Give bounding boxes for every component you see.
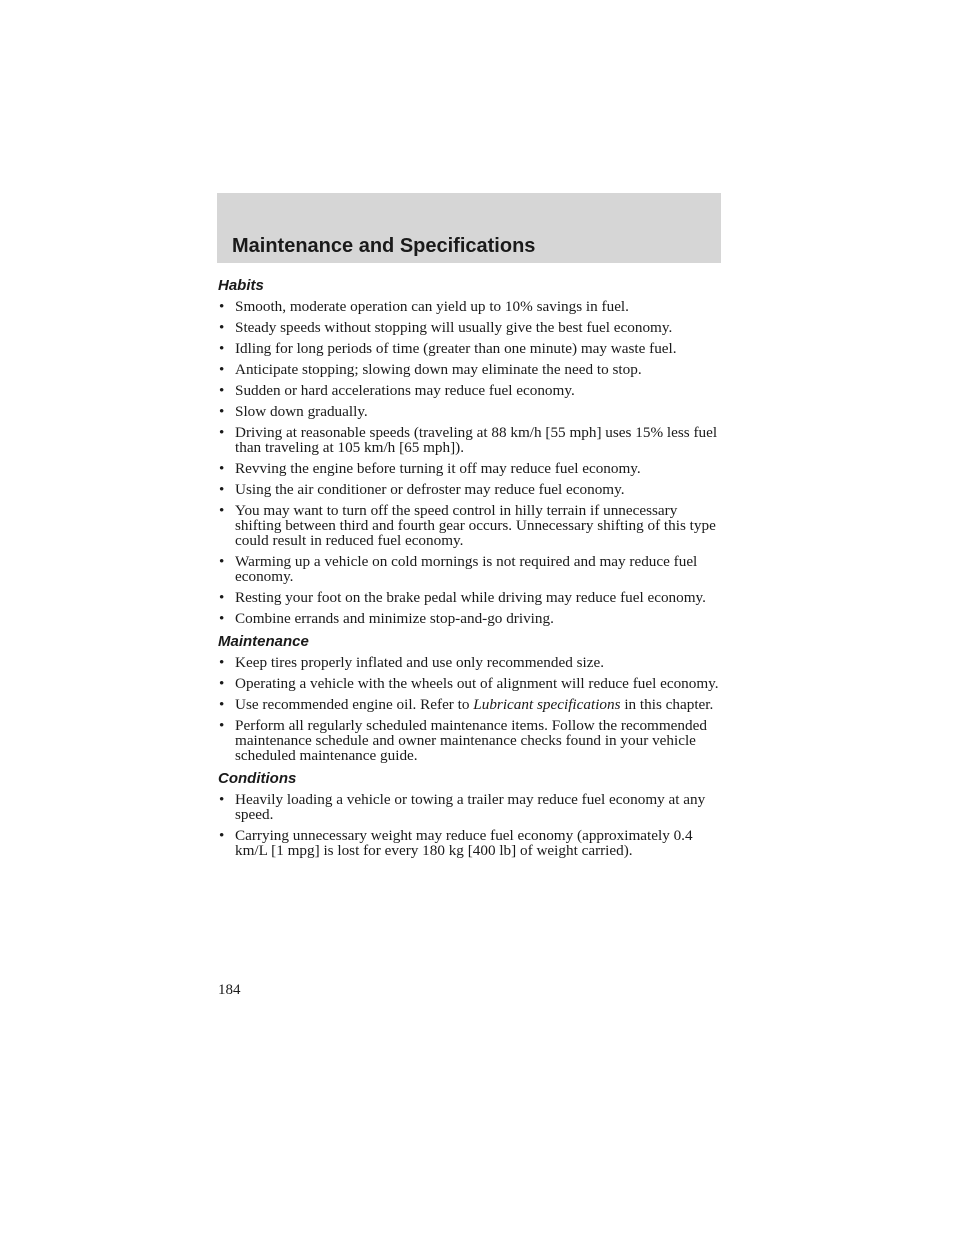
list-item: • Sudden or hard accelerations may reduce fuel economy. — [219, 382, 575, 399]
bullet-icon: • — [219, 502, 225, 519]
bullet-icon: • — [219, 403, 225, 420]
list-item: • Use recommended engine oil. Refer to Lubricant specifications in this chapter. — [219, 696, 714, 713]
list-item: • Slow down gradually. — [219, 403, 368, 420]
list-item: • Idling for long periods of time (greater than one minute) may waste fuel. — [219, 340, 677, 357]
list-item: • Operating a vehicle with the wheels out of alignment will reduce fuel economy. — [219, 675, 719, 692]
bullet-icon: • — [219, 340, 225, 357]
list-item: • Revving the engine before turning it off may reduce fuel economy. — [219, 460, 641, 477]
bullet-icon: • — [219, 460, 225, 477]
bullet-icon: • — [219, 298, 225, 315]
list-item: • Driving at reasonable speeds (traveling at 88 km/h [55 mph] uses 15% less fuel than traveling at 105 km/h [65 mph]). — [219, 424, 718, 456]
list-item: • Perform all regularly scheduled maintenance items. Follow the recommended maintenance schedule and owner maintenance checks found in your vehicle scheduled maintenance guide. — [219, 717, 707, 764]
habits-list — [218, 299, 724, 626]
bullet-icon: • — [219, 717, 225, 734]
chapter-title: Maintenance and Specifications — [232, 235, 536, 257]
bullet-icon: • — [219, 589, 225, 606]
bullet-icon: • — [219, 827, 225, 844]
bullet-icon: • — [219, 610, 225, 627]
list-item: • Using the air conditioner or defroster may reduce fuel economy. — [219, 481, 625, 498]
list-item: • You may want to turn off the speed control in hilly terrain if unnecessary shifting between third and fourth gear occurs. Unnecessary shifting of this type could result in reduced fuel economy. — [219, 502, 716, 549]
bullet-icon: • — [219, 319, 225, 336]
conditions-list — [218, 792, 724, 858]
list-item: • Keep tires properly inflated and use only recommended size. — [219, 654, 605, 671]
bullet-icon: • — [219, 382, 225, 399]
list-item: • Smooth, moderate operation can yield up to 10% savings in fuel. — [219, 298, 629, 315]
page-number: 184 — [218, 982, 241, 998]
list-item: • Anticipate stopping; slowing down may eliminate the need to stop. — [219, 361, 642, 378]
list-item: • Heavily loading a vehicle or towing a trailer may reduce fuel economy at any speed. — [219, 791, 706, 823]
cross-reference: Lubricant specifications — [473, 696, 621, 713]
list-item: • Carrying unnecessary weight may reduce fuel economy (approximately 0.4 km/L [1 mpg] is lost for every 180 kg [400 lb] of weight carried). — [219, 827, 693, 859]
bullet-icon: • — [219, 553, 225, 570]
list-item: • Warming up a vehicle on cold mornings is not required and may reduce fuel economy. — [219, 553, 698, 585]
chapter-header-band — [217, 193, 721, 263]
bullet-icon: • — [219, 361, 225, 378]
section-heading-habits: Habits — [218, 277, 264, 294]
list-item: • Steady speeds without stopping will usually give the best fuel economy. — [219, 319, 673, 336]
bullet-icon: • — [219, 791, 225, 808]
maintenance-list — [218, 655, 724, 691]
bullet-icon: • — [219, 654, 225, 671]
maintenance-list-continued — [218, 697, 724, 763]
bullet-icon: • — [219, 675, 225, 692]
bullet-icon: • — [219, 424, 225, 441]
section-heading-maintenance: Maintenance — [218, 633, 309, 650]
list-item: • Resting your foot on the brake pedal while driving may reduce fuel economy. — [219, 589, 706, 606]
bullet-icon: • — [219, 481, 225, 498]
list-item: • Combine errands and minimize stop-and-go driving. — [219, 610, 554, 627]
bullet-icon: • — [219, 696, 225, 713]
section-heading-conditions: Conditions — [218, 770, 297, 787]
page-content — [218, 276, 724, 864]
